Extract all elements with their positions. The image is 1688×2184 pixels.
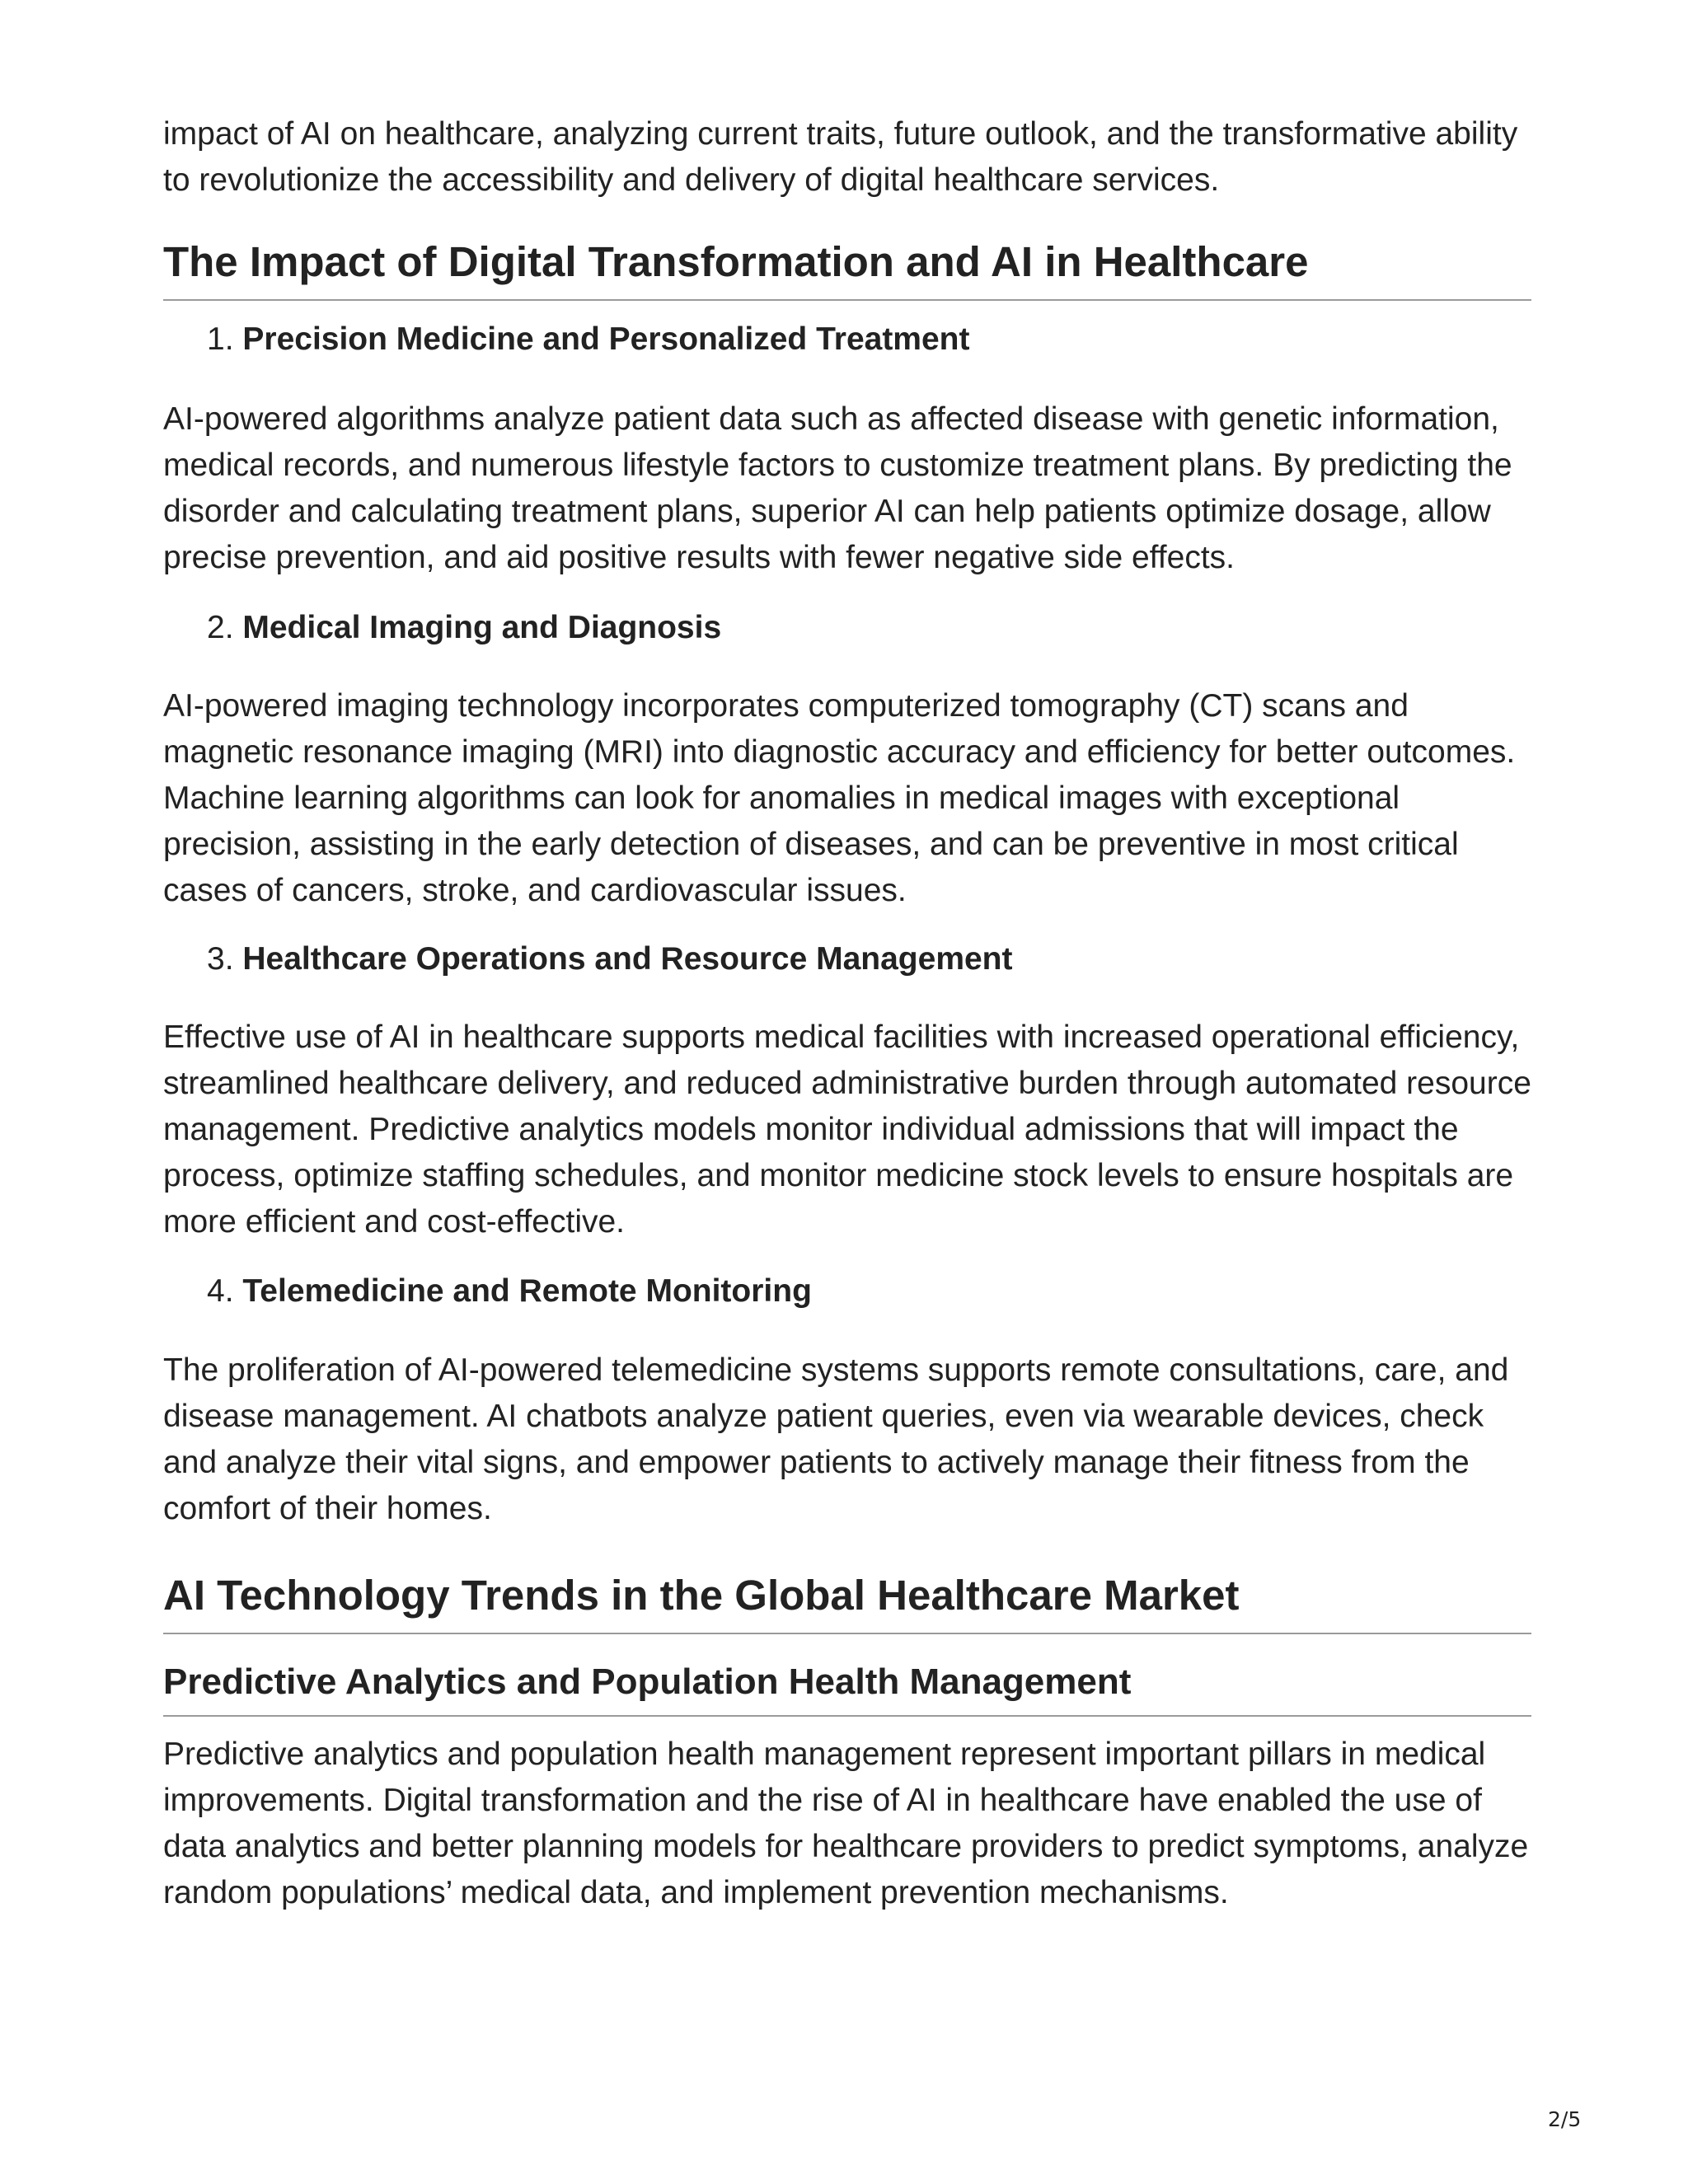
list-item-1 [163,316,1531,363]
list-item-title: Precision Medicine and Personalized Treatment [242,321,970,357]
list-item-number: 3. [207,941,234,977]
list-item-3 [163,936,1531,982]
list-item-title: Healthcare Operations and Resource Management [242,941,1013,977]
list-item-title: Telemedicine and Remote Monitoring [242,1273,812,1309]
list-item-number: 2. [207,610,234,645]
list-item-4 [163,1268,1531,1315]
list-item-number: 4. [207,1273,234,1309]
item-4-paragraph: The proliferation of AI-powered telemedicine systems supports remote consultations, care, and disease management. AI chatbots analyze patient queries, even via wearable devices, check and analyze their vital signs, and empower patients to actively manage their fitness from the comfort of their homes. [163,1352,1509,1526]
intro-paragraph: impact of AI on healthcare, analyzing current traits, future outlook, and the transformative ability to revolutionize the accessibility and delivery of digital healthcare services. [163,116,1518,198]
document-page [163,111,1531,1916]
item-1-paragraph: AI-powered algorithms analyze patient data such as affected disease with genetic information, medical records, and numerous lifestyle factors to customize treatment plans. By predicting the disorder and calculating treatment plans, superior AI can help patients optimize dosage, allow precise prevention, and aid positive results with fewer negative side effects. [163,401,1512,575]
item-2-paragraph: AI-powered imaging technology incorporates computerized tomography (CT) scans and magnetic resonance imaging (MRI) into diagnostic accuracy and efficiency for better outcomes. Machine learning algorithms can look for anomalies in medical images with exceptional precision, assisting in the early detection of diseases, and can be preventive in most critical cases of cancers, stroke, and cardiovascular issues. [163,688,1516,908]
section-heading-digital-transformation: The Impact of Digital Transformation and AI in Healthcare [163,237,1531,301]
list-item-2 [163,605,1531,651]
list-item-number: 1. [207,321,234,357]
list-item-title: Medical Imaging and Diagnosis [242,610,722,645]
predictive-analytics-paragraph: Predictive analytics and population health management represent important pillars in medical improvements. Digital transformation and the rise of AI in healthcare have enabled the use of data analytics and better planning models for healthcare providers to predict symptoms, analyze random populations’ medical data, and implement prevention mechanisms. [163,1736,1529,1910]
section-heading-ai-trends: AI Technology Trends in the Global Healthcare Market [163,1570,1531,1634]
page-number: 2/5 [1548,2107,1582,2131]
subsection-heading-predictive-analytics: Predictive Analytics and Population Health Management [163,1659,1531,1717]
item-3-paragraph: Effective use of AI in healthcare supports medical facilities with increased operational efficiency, streamlined healthcare delivery, and reduced administrative burden through automated resource management. Predictive analytics models monitor individual admissions that will impact the process, optimize staffing schedules, and monitor medicine stock levels to ensure hospitals are more efficient and cost-effective. [163,1019,1531,1240]
